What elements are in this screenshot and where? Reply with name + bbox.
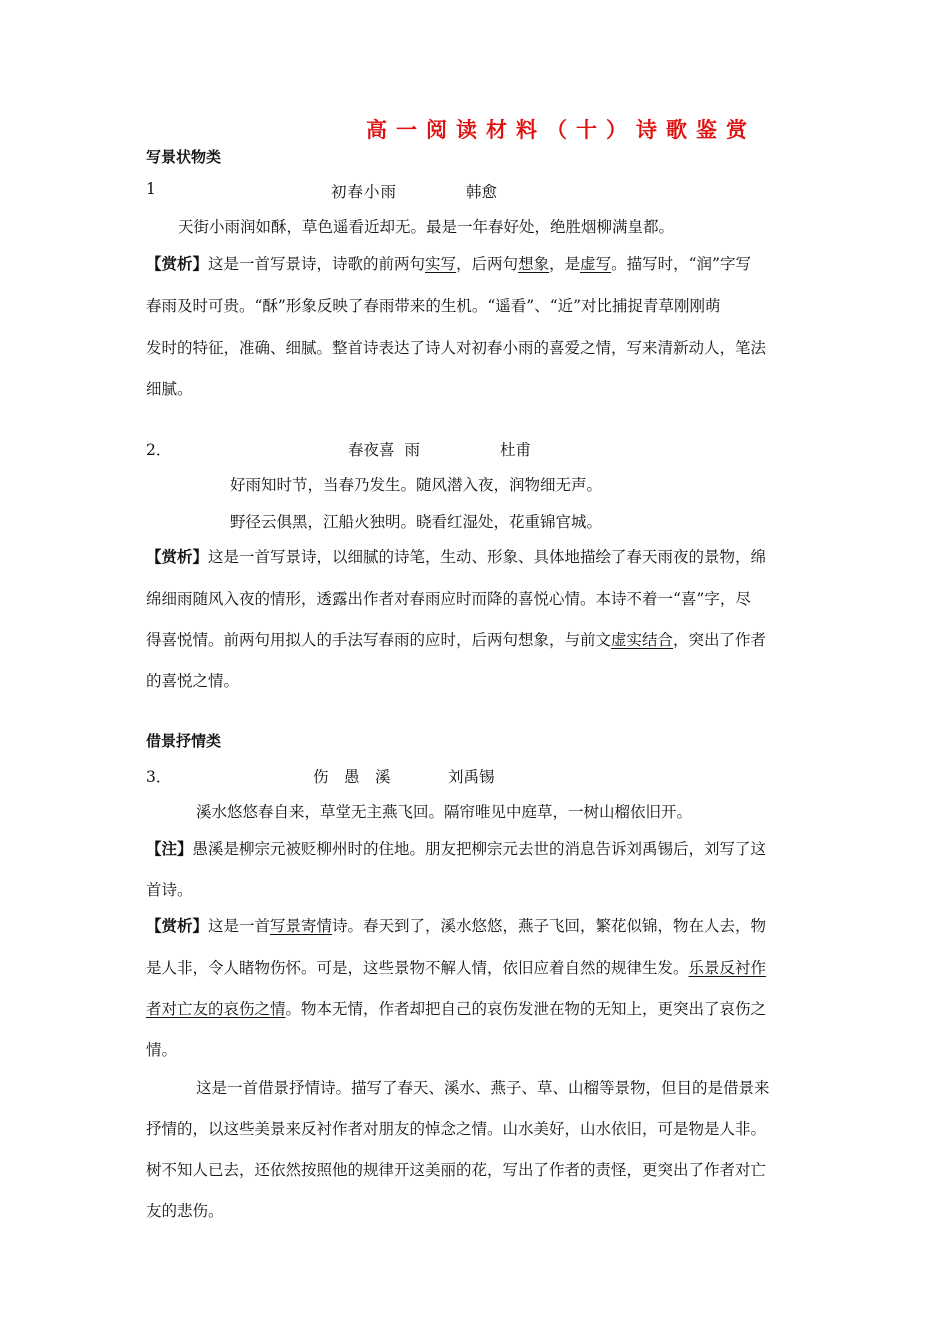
poem3-title: 伤 愚 溪 bbox=[313, 768, 391, 786]
analysis-tag: 【赏析】 bbox=[146, 548, 209, 566]
poem1-author: 韩愈 bbox=[466, 183, 498, 201]
section-heading-lyric: 借景抒情类 bbox=[146, 732, 222, 750]
poem3-number: 3． bbox=[146, 768, 172, 786]
section-heading-scenery: 写景状物类 bbox=[146, 148, 222, 166]
poem3-paragraph-line4: 友的悲伤。 bbox=[146, 1202, 224, 1220]
poem3-analysis-line2: 是人非，令人睹物伤怀。可是，这些景物不解人情，依旧应着自然的规律生发。乐景反衬作 bbox=[146, 959, 767, 977]
poem1-title: 初春小雨 bbox=[331, 183, 398, 201]
poem2-title: 春夜喜 雨 bbox=[348, 441, 421, 459]
poem2-verse-1: 好雨知时节，当春乃发生。随风潜入夜，润物细无声。 bbox=[230, 476, 603, 494]
poem3-analysis-line1: 【赏析】这是一首写景寄情诗。春天到了，溪水悠悠，燕子飞回，繁花似锦，物在人去，物 bbox=[146, 917, 767, 935]
analysis-tag: 【赏析】 bbox=[146, 255, 209, 273]
page-title: 高一阅读材料（十）诗歌鉴赏 bbox=[366, 118, 756, 142]
poem2-author: 杜甫 bbox=[500, 441, 532, 459]
poem2-analysis-line3: 得喜悦情。前两句用拟人的手法写春雨的应时，后两句想象，与前文虚实结合，突出了作者 bbox=[146, 631, 767, 649]
note-tag: 【注】 bbox=[146, 840, 193, 858]
poem2-verse-2: 野径云俱黑，江船火独明。晓看红湿处，花重锦官城。 bbox=[230, 513, 603, 531]
poem1-number: 1 bbox=[146, 180, 156, 198]
poem1-analysis-line1: 【赏析】这是一首写景诗，诗歌的前两句实写，后两句想象，是虚写。描写时，“润”字写 bbox=[146, 255, 751, 273]
analysis-tag: 【赏析】 bbox=[146, 917, 209, 935]
poem3-paragraph-line3: 树不知人已去，还依然按照他的规律开这美丽的花，写出了作者的责怪，更突出了作者对亡 bbox=[146, 1161, 767, 1179]
poem2-analysis-line4: 的喜悦之情。 bbox=[146, 672, 240, 690]
poem3-analysis-line3: 者对亡友的哀伤之情。物本无情，作者却把自己的哀伤发泄在物的无知上，更突出了哀伤之 bbox=[146, 1000, 767, 1018]
poem3-author: 刘禹锡 bbox=[448, 768, 495, 786]
poem3-paragraph-line2: 抒情的，以这些美景来反衬作者对朋友的悼念之情。山水美好，山水依旧，可是物是人非。 bbox=[146, 1120, 767, 1138]
poem1-analysis-line3: 发时的特征，准确、细腻。整首诗表达了诗人对初春小雨的喜爱之情，写来清新动人，笔法 bbox=[146, 339, 767, 357]
poem2-analysis-line1: 【赏析】这是一首写景诗，以细腻的诗笔，生动、形象、具体地描绘了春天雨夜的景物，绵 bbox=[146, 548, 767, 566]
poem3-paragraph-line1: 这是一首借景抒情诗。描写了春天、溪水、燕子、草、山榴等景物，但目的是借景来 bbox=[196, 1079, 770, 1097]
poem1-verse: 天街小雨润如酥，草色遥看近却无。最是一年春好处，绝胜烟柳满皇都。 bbox=[178, 218, 675, 236]
poem3-note-line2: 首诗。 bbox=[146, 881, 193, 899]
poem3-verse: 溪水悠悠春自来，草堂无主燕飞回。隔帘唯见中庭草，一树山榴依旧开。 bbox=[196, 803, 693, 821]
poem3-analysis-line4: 情。 bbox=[146, 1041, 178, 1059]
poem2-number: 2． bbox=[146, 441, 172, 459]
poem1-analysis-line2: 春雨及时可贵。“酥”形象反映了春雨带来的生机。“遥看”、“近”对比捕捉青草刚刚萌 bbox=[146, 297, 721, 315]
poem3-note-line1: 【注】愚溪是柳宗元被贬柳州时的住地。朋友把柳宗元去世的消息告诉刘禹锡后，刘写了这 bbox=[146, 840, 767, 858]
poem1-analysis-line4: 细腻。 bbox=[146, 380, 193, 398]
poem2-analysis-line2: 绵细雨随风入夜的情形，透露出作者对春雨应时而降的喜悦心情。本诗不着一“喜”字，尽 bbox=[146, 590, 751, 608]
